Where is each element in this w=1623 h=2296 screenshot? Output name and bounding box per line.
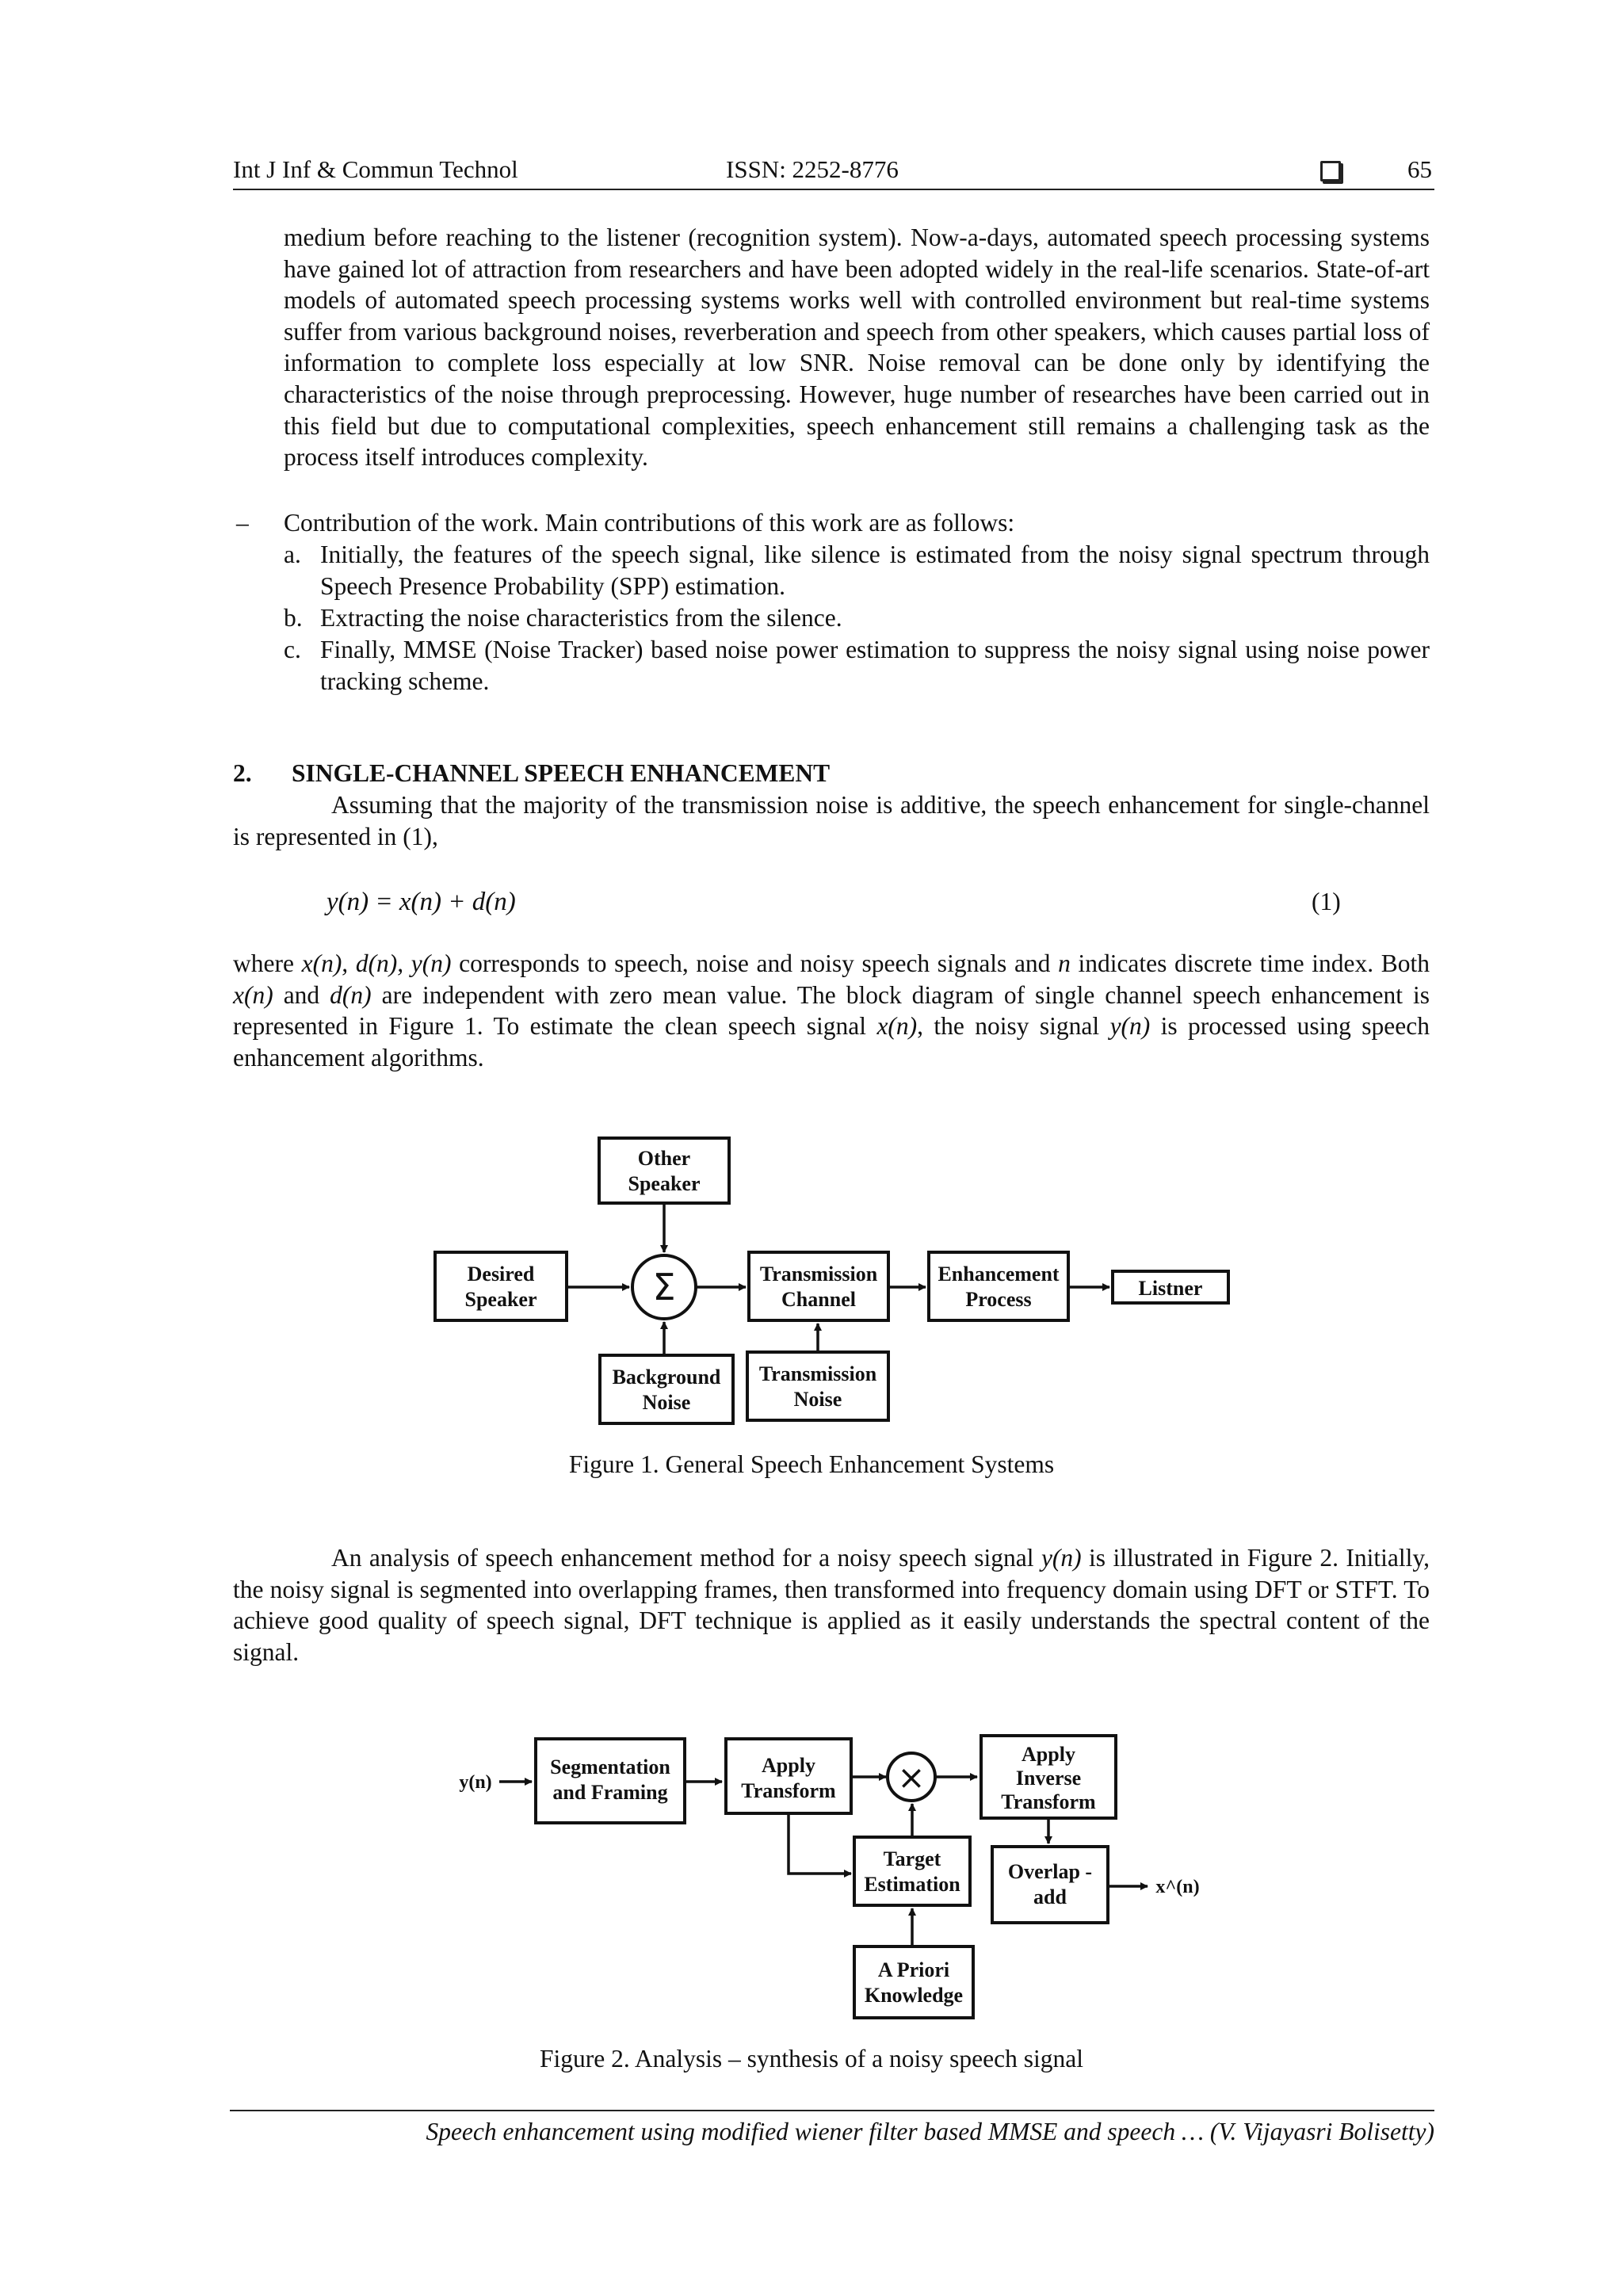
overlap-add-label: add — [1033, 1885, 1067, 1908]
apply-transform-label: Apply — [762, 1754, 815, 1777]
section-title: SINGLE-CHANNEL SPEECH ENHANCEMENT — [292, 759, 831, 787]
issn: ISSN: 2252-8776 — [726, 155, 899, 183]
segmentation-label: Segmentation — [550, 1755, 670, 1778]
output-signal-label: x^(n) — [1155, 1877, 1200, 1897]
list-item: Initially, the features of the speech signal, like silence is estimated from the noisy signal spectrum through Speech Presence Probability (SPP) estimation. — [320, 541, 1430, 600]
desired-speaker-label: Desired — [467, 1263, 535, 1286]
transmission-channel-label: Channel — [781, 1288, 856, 1311]
apply-transform-label: Transform — [741, 1779, 836, 1802]
overlap-add-label: Overlap - — [1007, 1860, 1093, 1883]
multiply-symbol: × — [897, 1758, 926, 1797]
list-item-label: c. — [284, 636, 301, 663]
paragraph-figure-2: An analysis of speech enhancement method for a noisy speech signal y(n) is illustrated in Figure 2. Initially, the noisy signal is segmented into overlapping frames, then transformed into frequency domain using DFT or STFT. To achieve good quality of speech signal, DFT technique is applied as it easily understands the spectral content of the signal. — [233, 1544, 1430, 1666]
footer-rule — [230, 2110, 1434, 2111]
page-number: 65 — [1407, 155, 1432, 183]
desired-speaker-label: Speaker — [464, 1288, 537, 1311]
list-item-label: b. — [284, 604, 303, 632]
list-item: Finally, MMSE (Noise Tracker) based noise power estimation to suppress the noisy signal using noise power tracking scheme. — [320, 636, 1430, 695]
a-priori-box — [854, 1946, 973, 2018]
inverse-transform-label: Transform — [1001, 1790, 1096, 1813]
equation-number: (1) — [1312, 888, 1341, 915]
equation: y(n) = x(n) + d(n) — [327, 888, 516, 916]
other-speaker-label: Other — [637, 1147, 691, 1170]
background-noise-label: Background — [612, 1366, 721, 1389]
paragraph-after-equation: where x(n), d(n), y(n) corresponds to speech, noise and noisy speech signals and n indicates discrete time index. Both x(n) and d(n) are independent with zero mean value. The block diagram of single channel speech enhancement is represented in Figure 1. To estimate the clean speech signal x(n), the noisy signal y(n) is processed using speech enhancement algorithms. — [233, 949, 1430, 1072]
target-estimation-label: Estimation — [864, 1873, 960, 1896]
input-signal-label: y(n) — [459, 1772, 492, 1793]
arrow — [789, 1813, 851, 1874]
a-priori-label: Knowledge — [864, 1984, 964, 2007]
inverse-transform-label: Apply — [1022, 1743, 1075, 1766]
transmission-noise-label: Transmission — [758, 1362, 877, 1385]
enhancement-process-label: Enhancement — [938, 1263, 1060, 1286]
listener-label: Listner — [1138, 1277, 1203, 1300]
journal-name: Int J Inf & Commun Technol — [233, 155, 518, 183]
figure-2-caption: Figure 2. Analysis – synthesis of a noisy speech signal — [540, 2045, 1083, 2073]
figure-2-diagram — [459, 1736, 1199, 2018]
footer-text: Speech enhancement using modified wiener filter based MMSE and speech … (V. Vijayasri Bolisetty) — [426, 2118, 1434, 2145]
contribution-intro: Contribution of the work. Main contributions of this work are as follows: — [284, 509, 1015, 537]
segmentation-label: and Framing — [552, 1781, 668, 1804]
target-estimation-label: Target — [883, 1847, 941, 1870]
figure-1-diagram — [435, 1138, 1228, 1423]
contribution-marker: – — [236, 509, 249, 537]
list-item-label: a. — [284, 541, 301, 568]
figure-1-caption: Figure 1. General Speech Enhancement Systems — [568, 1450, 1055, 1478]
transmission-channel-label: Transmission — [759, 1263, 878, 1286]
overlap-add-box — [992, 1847, 1108, 1923]
section-lead-paragraph: Assuming that the majority of the transmission noise is additive, the speech enhancement for single-channel is represented in (1), — [233, 791, 1430, 850]
section-number: 2. — [233, 759, 252, 787]
other-speaker-label: Speaker — [628, 1172, 701, 1195]
background-noise-label: Noise — [642, 1391, 691, 1414]
a-priori-label: A Priori — [877, 1958, 950, 1981]
enhancement-process-label: Process — [965, 1288, 1032, 1311]
list-item: Extracting the noise characteristics from the silence. — [320, 604, 842, 632]
transmission-noise-label: Noise — [793, 1388, 842, 1411]
summation-symbol: Σ — [652, 1266, 676, 1308]
intro-paragraph: medium before reaching to the listener (recognition system). Now-a-days, automated speech processing systems have gained lot of attraction from researchers and have been adopted widely in the real-life scenarios. State-of-art models of automated speech processing systems works well with controlled environment but real-time systems suffer from various background noises, reverberation and speech from other speakers, which causes partial loss of information to complete loss especially at low SNR. Noise removal can be done only by identifying the characteristics of the noise through preprocessing. However, huge number of researches have been carried out in this field but due to computational complexities, speech enhancement still remains a challenging task as the process itself introduces complexity. — [284, 223, 1430, 472]
inverse-transform-label: Inverse — [1015, 1767, 1082, 1790]
